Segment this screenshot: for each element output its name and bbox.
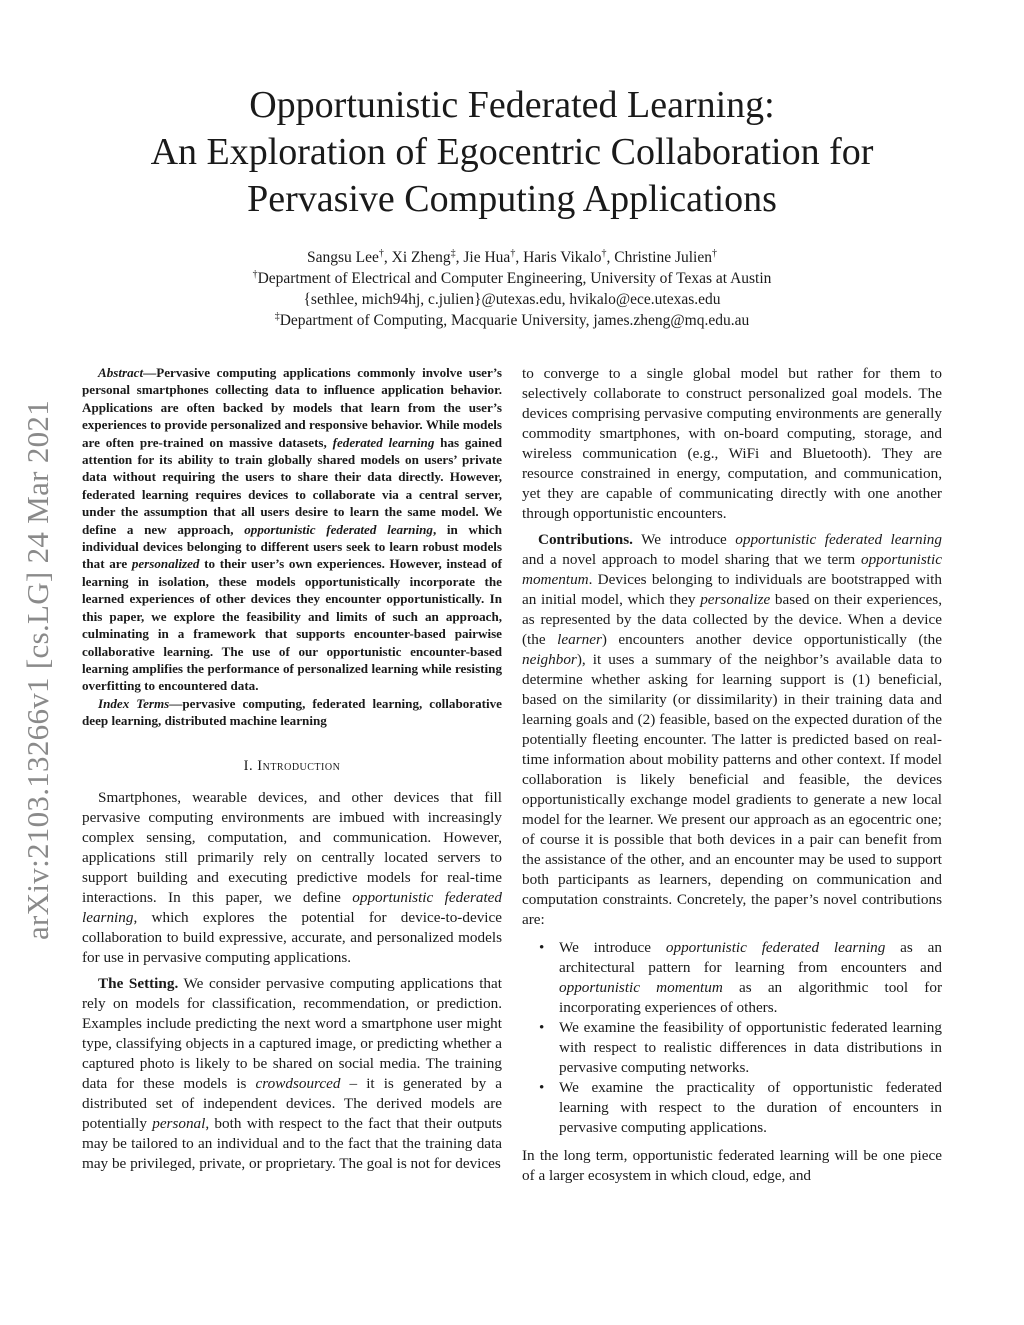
- text-run: , both with respect to the fact that their outputs may be tailored to an individual and to the fact that the training data may be privileged, private, or proprietary. The goal is not for devices: [82, 1114, 502, 1172]
- affiliation-mark: ‡: [274, 310, 280, 322]
- italic-text: federated learning: [332, 434, 435, 450]
- italic-text: opportunistic federated learning: [82, 888, 503, 926]
- text-run: In the long term, opportunistic federated learning will be one piece of a larger ecosystem in which cloud, edge, and: [522, 1147, 942, 1184]
- author-block: [0, 247, 1024, 331]
- italic-text: neighbor: [522, 651, 577, 668]
- text-run: —Pervasive computing applications commonly involve user’s personal smartphones collecting data to influence application behavior. Applications are often backed by models that learn from the user’s experiences to provide personalized and responsive behavior. While models are often pre-trained on massive datasets,: [82, 365, 502, 450]
- text-run: – it is generated by a distributed set of independent devices. The derived models are potentially: [82, 1074, 502, 1132]
- affiliation-mark: †: [378, 247, 384, 259]
- italic-text: opportunistic momentum: [559, 979, 723, 996]
- affiliation-text: {sethlee, mich94hj, c.julien}@utexas.edu, hvikalo@ece.utexas.edu: [303, 291, 721, 308]
- text-run: to their user’s own experiences. However, instead of learning in isolation, these models opportunistically incorporate the learned experiences of other devices they encounter opportunistically. In this paper, we explore the feasibility and limits of such an approach, culminating in a framework that supports encounter-based pairwise collaborative learning. The use of our opportunistic encounter-based learning amplifies the performance of personalized learning while resisting overfitting to encountered data.: [82, 556, 502, 694]
- affiliation: [0, 268, 1024, 289]
- text-run: We introduce: [632, 531, 736, 548]
- text-run: as an algorithmic tool for incorporating experiences of others.: [559, 979, 942, 1016]
- affiliation-mark: †: [601, 247, 607, 259]
- list-item-text: [559, 1079, 942, 1136]
- abstract: [82, 364, 502, 695]
- paragraph: [522, 364, 942, 524]
- text-run: We examine the feasibility of opportunistic federated learning with respect to realistic differences in data distributions in pervasive computing networks.: [559, 1019, 942, 1076]
- bullet-icon: •: [539, 1019, 545, 1036]
- list-item-text: [559, 1019, 942, 1076]
- contribution-list: [522, 938, 942, 1138]
- italic-text: Index Terms: [98, 695, 170, 711]
- section-title: Introduction: [257, 757, 341, 774]
- bullet-icon: •: [539, 939, 545, 956]
- bold-text: Contributions.: [538, 531, 633, 548]
- author-name: Sangsu Lee: [307, 249, 379, 266]
- author-name: Christine Julien: [614, 249, 712, 266]
- paragraph: [82, 974, 502, 1174]
- italic-text: crowdsourced: [255, 1074, 341, 1092]
- section-heading: [82, 756, 502, 776]
- text-run: as an architectural pattern for learning from encounters and: [559, 939, 942, 976]
- italic-text: Abstract: [98, 365, 144, 380]
- author-emails: [0, 289, 1024, 310]
- affiliation: [0, 310, 1024, 331]
- text-run: to converge to a single global model but rather for them to selectively collaborate to construct personalized goal models. The devices comprising pervasive computing environments are generally commodity smartphones, with on-board computing, storage, and wireless communication (e.g., WiFi and Bluetooth). They are resource constrained in energy, computation, and communication, yet they are capable of communicating directly with one another through opportunistic encounters.: [522, 365, 942, 522]
- list-item: [539, 1018, 942, 1078]
- text-run: and a novel approach to model sharing that we term: [522, 551, 861, 568]
- affiliation-mark: †: [711, 247, 717, 259]
- text-run: . Devices belonging to individuals are bootstrapped with an initial model, which they: [522, 571, 942, 608]
- list-item: [539, 938, 942, 1018]
- affiliation-mark: ‡: [450, 247, 456, 259]
- text-run: ) encounters another device opportunistically (the: [601, 631, 942, 648]
- paragraph: [82, 788, 502, 968]
- paragraph: [522, 530, 942, 930]
- list-item: [539, 1078, 942, 1138]
- italic-text: personalized: [131, 556, 200, 572]
- arxiv-stamp: arXiv:2103.13266v1 [cs.LG] 24 Mar 2021: [20, 399, 55, 940]
- italic-text: opportunistic momentum: [522, 551, 942, 588]
- author-list: Sangsu Lee†, Xi Zheng‡, Jie Hua†, Haris Vikalo†, Christine Julien†: [307, 247, 717, 266]
- text-run: We consider pervasive computing applications that rely on models for classification, recommendation, or prediction. Examples include predicting the next word a smartphone user might type, classifying objects in a captured image, or predicting whether a captured photo is likely to be shared on social media. The training data for these models is: [82, 974, 502, 1092]
- affiliation-text: Department of Computing, Macquarie University, james.zheng@mq.edu.au: [279, 312, 750, 329]
- author-name: Xi Zheng: [391, 249, 451, 266]
- text-run: based on their experiences, as represented by the data collected by the device. When a device (the: [522, 591, 942, 648]
- author-name: Haris Vikalo: [523, 249, 602, 266]
- list-item-text: [559, 939, 942, 1016]
- author-name: Jie Hua: [463, 249, 511, 266]
- paper-title: [0, 82, 1024, 223]
- text-run: We introduce: [559, 939, 666, 956]
- left-column: [82, 364, 502, 1174]
- title-line: Opportunistic Federated Learning:: [249, 84, 775, 126]
- bullet-icon: •: [539, 1079, 545, 1096]
- right-column: [522, 364, 942, 1186]
- paragraph: [522, 1146, 942, 1186]
- italic-text: learner: [557, 631, 602, 648]
- text-run: has gained attention for its ability to train globally shared models on users’ private data without requiring the users to share their data directly. However, federated learning requires devices to collaborate via a central server, under the assumption that all users desire to learn the same model. We define a new approach,: [82, 434, 502, 537]
- italic-text: opportunistic federated learning: [665, 939, 886, 956]
- text-run: —pervasive computing, federated learning, collaborative deep learning, distributed machine learning: [82, 695, 502, 729]
- affiliation-mark: †: [510, 247, 516, 259]
- italic-text: opportunistic federated learning: [244, 521, 433, 537]
- index-terms: [82, 695, 502, 730]
- affiliation-text: Department of Electrical and Computer Engineering, University of Texas at Austin: [257, 270, 772, 287]
- title-line: An Exploration of Egocentric Collaboration for: [150, 131, 874, 173]
- section-number: I.: [243, 757, 254, 774]
- italic-text: opportunistic federated learning: [735, 531, 942, 548]
- text-run: , in which individual devices belonging to different users seek to learn robust models that are: [82, 521, 502, 572]
- text-run: , which explores the potential for device-to-device collaboration to build expressive, accurate, and personalized models for use in pervasive computing applications.: [82, 908, 502, 966]
- bold-text: The Setting.: [98, 974, 179, 992]
- title-line: Pervasive Computing Applications: [247, 178, 777, 220]
- text-run: We examine the practicality of opportunistic federated learning with respect to the duration of encounters in pervasive computing applications.: [559, 1079, 942, 1136]
- italic-text: personal: [152, 1114, 206, 1132]
- affiliation-mark: †: [252, 268, 258, 280]
- text-run: ), it uses a summary of the neighbor’s available data to determine whether asking for learning support is (1) beneficial, based on the similarity (or dissimilarity) in their training data and learning goals and (2) feasible, based on the expected duration of the potentially fleeting encounter. The latter is predicted based on real-time information about mobility patterns and other context. If model collaboration is likely beneficial and feasible, the devices opportunistically exchange model gradients to generate a new local model for the learner. We present our approach as an egocentric one; of course it is possible that both devices in a pair can benefit from the assistance of the other, and an encounter may be used to support both participants as learners, depending on communication and computation constraints. Concretely, the paper’s novel contributions are:: [522, 651, 942, 928]
- text-run: Smartphones, wearable devices, and other devices that fill pervasive computing environments are imbued with increasingly complex sensing, computation, and communication. However, applications still primarily rely on centrally located servers to support building and executing predictive models for real-time interactions. In this paper, we define: [82, 788, 502, 906]
- italic-text: personalize: [700, 591, 771, 608]
